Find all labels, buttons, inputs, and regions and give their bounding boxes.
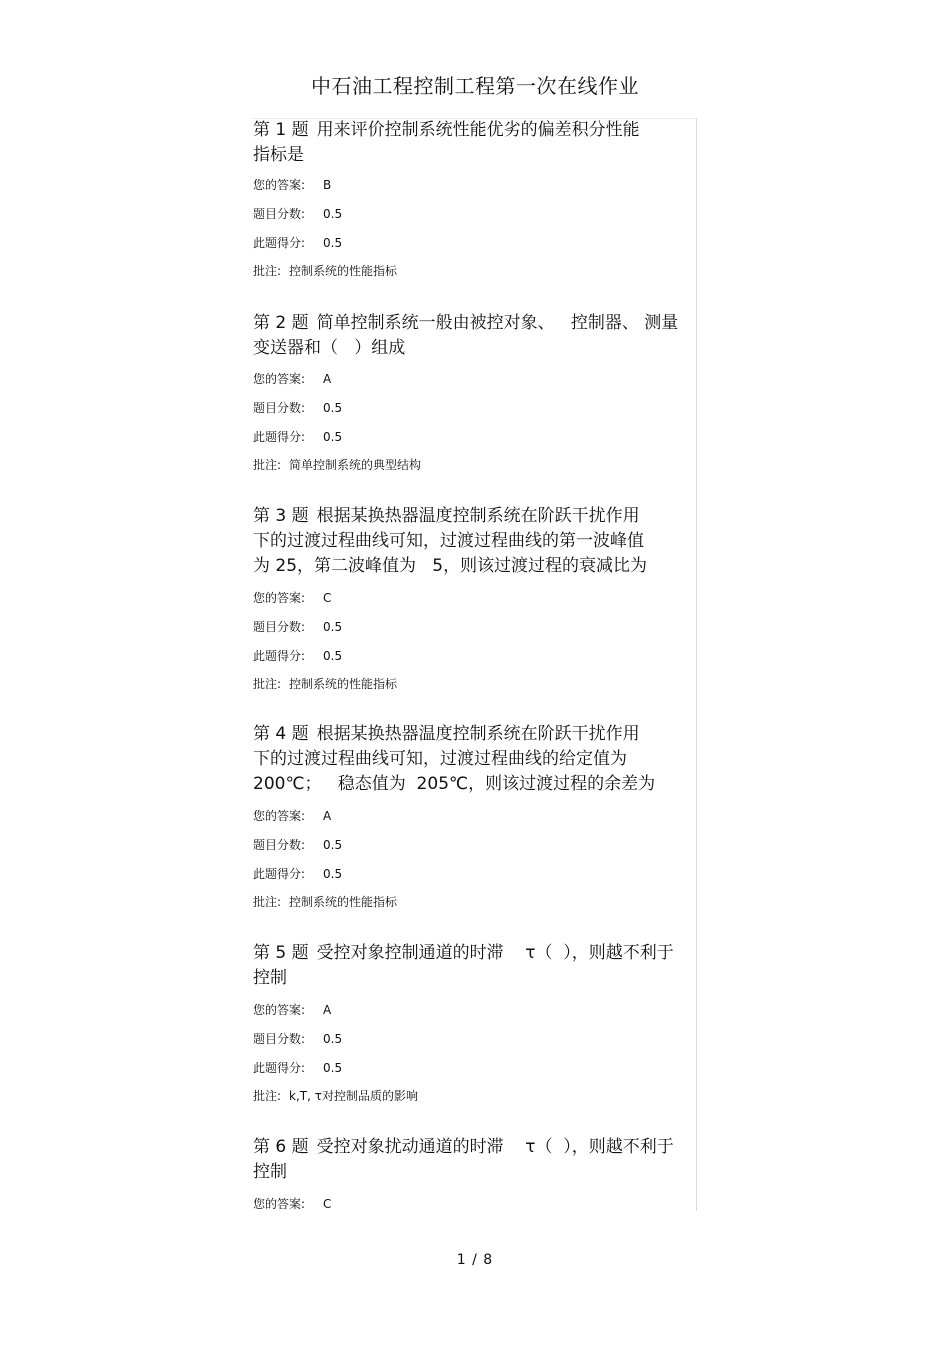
score-row	[253, 401, 342, 415]
answer-row	[253, 1197, 331, 1211]
earned-row	[253, 649, 342, 663]
answer-label: 您的答案:	[253, 1197, 306, 1211]
question-line: 下的过渡过程曲线可知，过渡过程曲线的给定值为	[253, 749, 627, 769]
question-text	[253, 1135, 698, 1185]
question-6	[253, 1135, 698, 1185]
question-line: 受控对象扰动通道的时滞 τ（ ），则越不利于	[316, 1137, 674, 1157]
score-value: 0.5	[323, 838, 343, 852]
answer-label: 您的答案:	[253, 1003, 306, 1017]
answer-row	[253, 591, 331, 605]
question-line: 为 25，第二波峰值为 5，则该过渡过程的衰减比为	[253, 556, 648, 576]
note-row	[253, 458, 421, 472]
question-line: 根据某换热器温度控制系统在阶跃干扰作用	[316, 724, 640, 744]
answer-value: C	[323, 1197, 332, 1211]
answer-label: 您的答案:	[253, 809, 306, 823]
question-line: 指标是	[253, 145, 304, 165]
question-text	[253, 722, 698, 797]
score-row	[253, 207, 342, 221]
answer-value: A	[323, 1003, 332, 1017]
question-line: 根据某换热器温度控制系统在阶跃干扰作用	[316, 506, 640, 526]
earned-value: 0.5	[323, 649, 343, 663]
score-value: 0.5	[323, 401, 343, 415]
content-frame	[252, 118, 697, 1211]
question-line: 下的过渡过程曲线可知，过渡过程曲线的第一波峰值	[253, 531, 644, 551]
question-1	[253, 118, 698, 168]
note-value: 控制系统的性能指标	[289, 677, 398, 691]
earned-row	[253, 236, 342, 250]
question-line: 控制	[253, 1162, 287, 1182]
answer-value: A	[323, 809, 332, 823]
score-value: 0.5	[323, 1032, 343, 1046]
answer-value: C	[323, 591, 332, 605]
answer-value: A	[323, 372, 332, 386]
score-label: 题目分数:	[253, 620, 306, 634]
question-line: 简单控制系统一般由被控对象、 控制器、 测量	[316, 313, 679, 333]
note-value: 控制系统的性能指标	[289, 895, 398, 909]
answer-value: B	[323, 178, 332, 192]
question-number: 第 1 题	[253, 120, 309, 140]
score-label: 题目分数:	[253, 1032, 306, 1046]
question-5	[253, 941, 698, 991]
question-4	[253, 722, 698, 797]
question-number: 第 4 题	[253, 724, 309, 744]
earned-label: 此题得分:	[253, 1061, 306, 1075]
answer-row	[253, 178, 331, 192]
question-text	[253, 504, 698, 579]
question-text	[253, 311, 698, 361]
earned-value: 0.5	[323, 1061, 343, 1075]
score-value: 0.5	[323, 620, 343, 634]
note-value: 简单控制系统的典型结构	[289, 458, 422, 472]
question-number: 第 3 题	[253, 506, 309, 526]
score-value: 0.5	[323, 207, 343, 221]
earned-label: 此题得分:	[253, 430, 306, 444]
note-label: 批注:	[253, 1089, 282, 1103]
earned-label: 此题得分:	[253, 649, 306, 663]
answer-row	[253, 372, 331, 386]
note-value: 控制系统的性能指标	[289, 264, 398, 278]
document-title: 中石油工程控制工程第一次在线作业	[311, 74, 639, 98]
question-text	[253, 118, 698, 168]
note-label: 批注:	[253, 264, 282, 278]
earned-value: 0.5	[323, 867, 343, 881]
note-label: 批注:	[253, 677, 282, 691]
answer-row	[253, 1003, 331, 1017]
score-label: 题目分数:	[253, 207, 306, 221]
answer-label: 您的答案:	[253, 372, 306, 386]
question-line: 变送器和（ ）组成	[253, 338, 406, 358]
note-row	[253, 264, 397, 278]
score-row	[253, 838, 342, 852]
question-line: 控制	[253, 968, 287, 988]
earned-row	[253, 867, 342, 881]
page-indicator: 1 / 8	[456, 1252, 494, 1268]
score-row	[253, 620, 342, 634]
question-text	[253, 941, 698, 991]
score-label: 题目分数:	[253, 838, 306, 852]
note-label: 批注:	[253, 458, 282, 472]
question-number: 第 5 题	[253, 943, 309, 963]
note-row	[253, 677, 397, 691]
earned-value: 0.5	[323, 430, 343, 444]
question-number: 第 6 题	[253, 1137, 309, 1157]
question-number: 第 2 题	[253, 313, 309, 333]
earned-value: 0.5	[323, 236, 343, 250]
earned-row	[253, 430, 342, 444]
score-label: 题目分数:	[253, 401, 306, 415]
earned-row	[253, 1061, 342, 1075]
note-label: 批注:	[253, 895, 282, 909]
note-row	[253, 895, 397, 909]
note-row	[253, 1089, 418, 1103]
answer-label: 您的答案:	[253, 591, 306, 605]
question-line: 受控对象控制通道的时滞 τ（ ），则越不利于	[316, 943, 674, 963]
question-3	[253, 504, 698, 579]
earned-label: 此题得分:	[253, 867, 306, 881]
earned-label: 此题得分:	[253, 236, 306, 250]
score-row	[253, 1032, 342, 1046]
question-line: 用来评价控制系统性能优劣的偏差积分性能	[316, 120, 640, 140]
answer-row	[253, 809, 331, 823]
question-2	[253, 311, 698, 361]
question-line: 200℃； 稳态值为 205℃，则该过渡过程的余差为	[253, 774, 656, 794]
note-value: k,T, τ对控制品质的影响	[289, 1089, 418, 1103]
answer-label: 您的答案:	[253, 178, 306, 192]
